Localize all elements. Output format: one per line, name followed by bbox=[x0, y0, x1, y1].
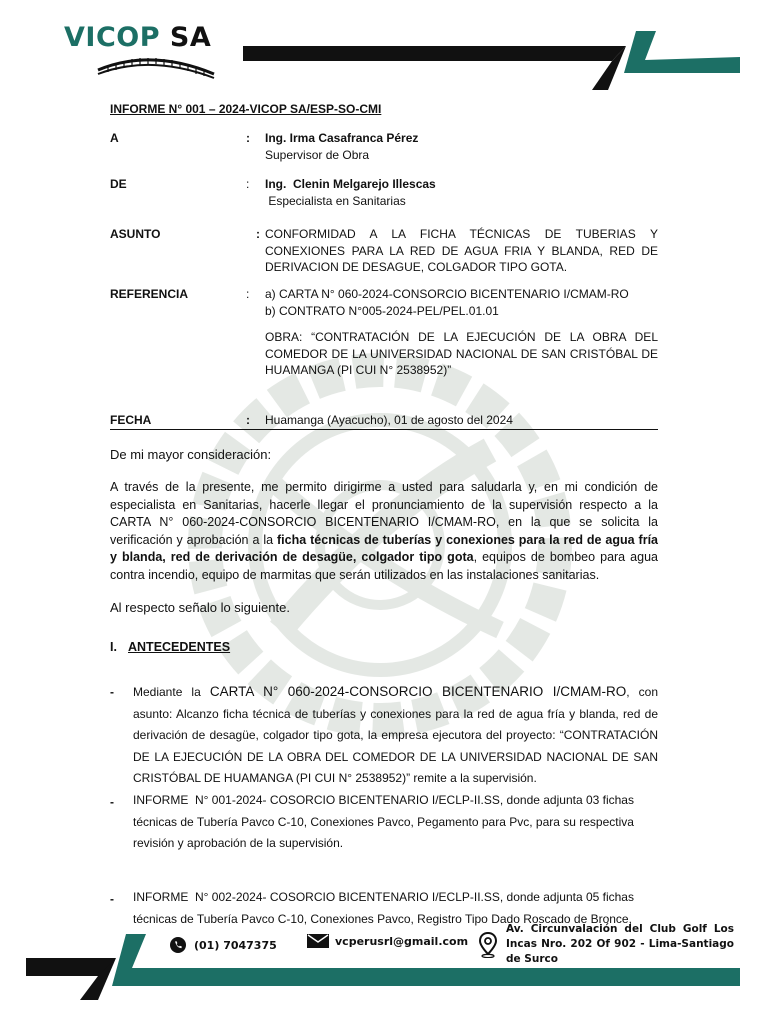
reference-a: a) CARTA N° 060-2024-CONSORCIO BICENTENARIO I/CMAM-RO bbox=[265, 287, 629, 301]
section-title: ANTECEDENTES bbox=[128, 640, 231, 654]
report-title: INFORME N° 001 – 2024-VICOP SA/ESP-SO-CMI bbox=[110, 102, 382, 116]
section-number: I. bbox=[110, 640, 117, 654]
location-pin-icon bbox=[478, 932, 498, 958]
bullet-3: - bbox=[110, 892, 114, 906]
field-a-colon: : bbox=[246, 131, 250, 145]
field-referencia-colon: : bbox=[246, 287, 250, 301]
transition-paragraph: Al respecto señalo lo siguiente. bbox=[110, 600, 290, 615]
intro-bold-text: ficha técnicas de tuberías y conexiones para la red de agua fría y blanda, red de derivación de desagüe, colgador tipo gota bbox=[110, 532, 658, 564]
footer-email bbox=[307, 934, 468, 948]
field-fecha-label: FECHA bbox=[110, 413, 152, 427]
antecedent-item-3: INFORME N° 002-2024- COSORCIO BICENTENARIO I/ECLP-II.SS, donde adjunta 05 fichas técnicas de Tubería Pavco C-10, Conexiones Pavco, Registro Tipo Dado Roscado de Bronce, bbox=[133, 890, 638, 926]
phone-icon bbox=[170, 937, 186, 953]
reference-obra: OBRA: “CONTRATACIÓN DE LA EJECUCIÓN DE LA OBRA DEL COMEDOR DE LA UNIVERSIDAD NACIONAL DE SAN CRISTÓBAL DE HUAMANGA (PI CUI N° 2538952)” bbox=[265, 330, 658, 377]
antecedent-item-2: INFORME N° 001-2024- COSORCIO BICENTENARIO I/ECLP-II.SS, donde adjunta 03 fichas técnicas de Tubería Pavco C-10, Conexiones Pavco, Pegamento para Pvc, para su respectiva revisión y aprobación de la supervisión. bbox=[133, 793, 638, 850]
recipient-name: Ing. Irma Casafranca Pérez bbox=[265, 131, 419, 145]
subject-text: CONFORMIDAD A LA FICHA TÉCNICAS DE TUBERIAS Y CONEXIONES PARA LA RED DE AGUA FRIA Y BLANDA, RED DE DERIVACION DE DESAGUE, COLGADOR TIPO GOTA. bbox=[265, 227, 658, 274]
sender-role: Especialista en Sanitarias bbox=[265, 193, 406, 208]
item1-reference: CARTA N° 060-2024-CONSORCIO BICENTENARIO I/CMAM-RO bbox=[209, 684, 627, 699]
phone-number: (01) 7047375 bbox=[194, 938, 277, 952]
intro-text-2: , equipos de bombeo para agua contra incendio, equipo de marmitas que serán utilizados en las instalaciones sanitarias. bbox=[110, 550, 658, 582]
email-address: vcperusrl@gmail.com bbox=[335, 934, 469, 948]
bullet-1: - bbox=[110, 685, 114, 699]
greeting: De mi mayor consideración: bbox=[110, 447, 272, 462]
intro-text-1: A través de la presente, me permito dirigirme a usted para saludarla y, en mi condición de especialista en Sanitarias, hacerle llegar el pronunciamiento de la supervisión respecto a la CARTA N° 060-2024-CONSORCIO BICENTENARIO I/CMAM-RO, en la que se solicita la verificación y aprobación a la bbox=[110, 480, 658, 547]
footer-phone bbox=[170, 937, 277, 953]
address-text: Av. Circunvalación del Club Golf Los Incas Nro. 202 Of 902 - Lima-Santiago de Surco bbox=[506, 923, 734, 965]
date-text: Huamanga (Ayacucho), 01 de agosto del 2024 bbox=[265, 413, 513, 427]
field-a-label: A bbox=[110, 131, 119, 145]
reference-b: b) CONTRATO N°005-2024-PEL/PEL.01.01 bbox=[265, 303, 499, 318]
logo-name-part1: VICOP bbox=[64, 22, 160, 53]
item1-prefix: Mediante la bbox=[133, 685, 210, 699]
logo-name-part2: SA bbox=[169, 22, 212, 53]
item1-text: , con asunto: Alcanzo ficha técnica de tuberías y conexiones para la red de agua fría y blanda, red de derivación de desagüe, colgador tipo gota, la empresa ejecutora del proyecto: “CONTRATACIÓN DE LA EJECUCIÓN DE LA OBRA DEL COMEDOR DE LA UNIVERSIDAD NACIONAL DE SAN CRISTÓBAL DE HUAMANGA (PI CUI N° 2538952)” remite a la supervisión. bbox=[133, 685, 658, 785]
field-fecha-colon: : bbox=[246, 413, 250, 427]
envelope-icon bbox=[307, 934, 329, 948]
field-asunto-label: ASUNTO bbox=[110, 227, 161, 241]
field-referencia-label: REFERENCIA bbox=[110, 287, 189, 301]
field-asunto-colon: : bbox=[256, 227, 260, 241]
bullet-2: - bbox=[110, 795, 114, 809]
field-de-label: DE bbox=[110, 177, 127, 191]
sender-name: Ing. Clenin Melgarejo Illescas bbox=[265, 177, 436, 191]
recipient-role: Supervisor de Obra bbox=[265, 147, 370, 162]
footer-address bbox=[478, 922, 734, 967]
field-de-colon: : bbox=[246, 177, 250, 191]
